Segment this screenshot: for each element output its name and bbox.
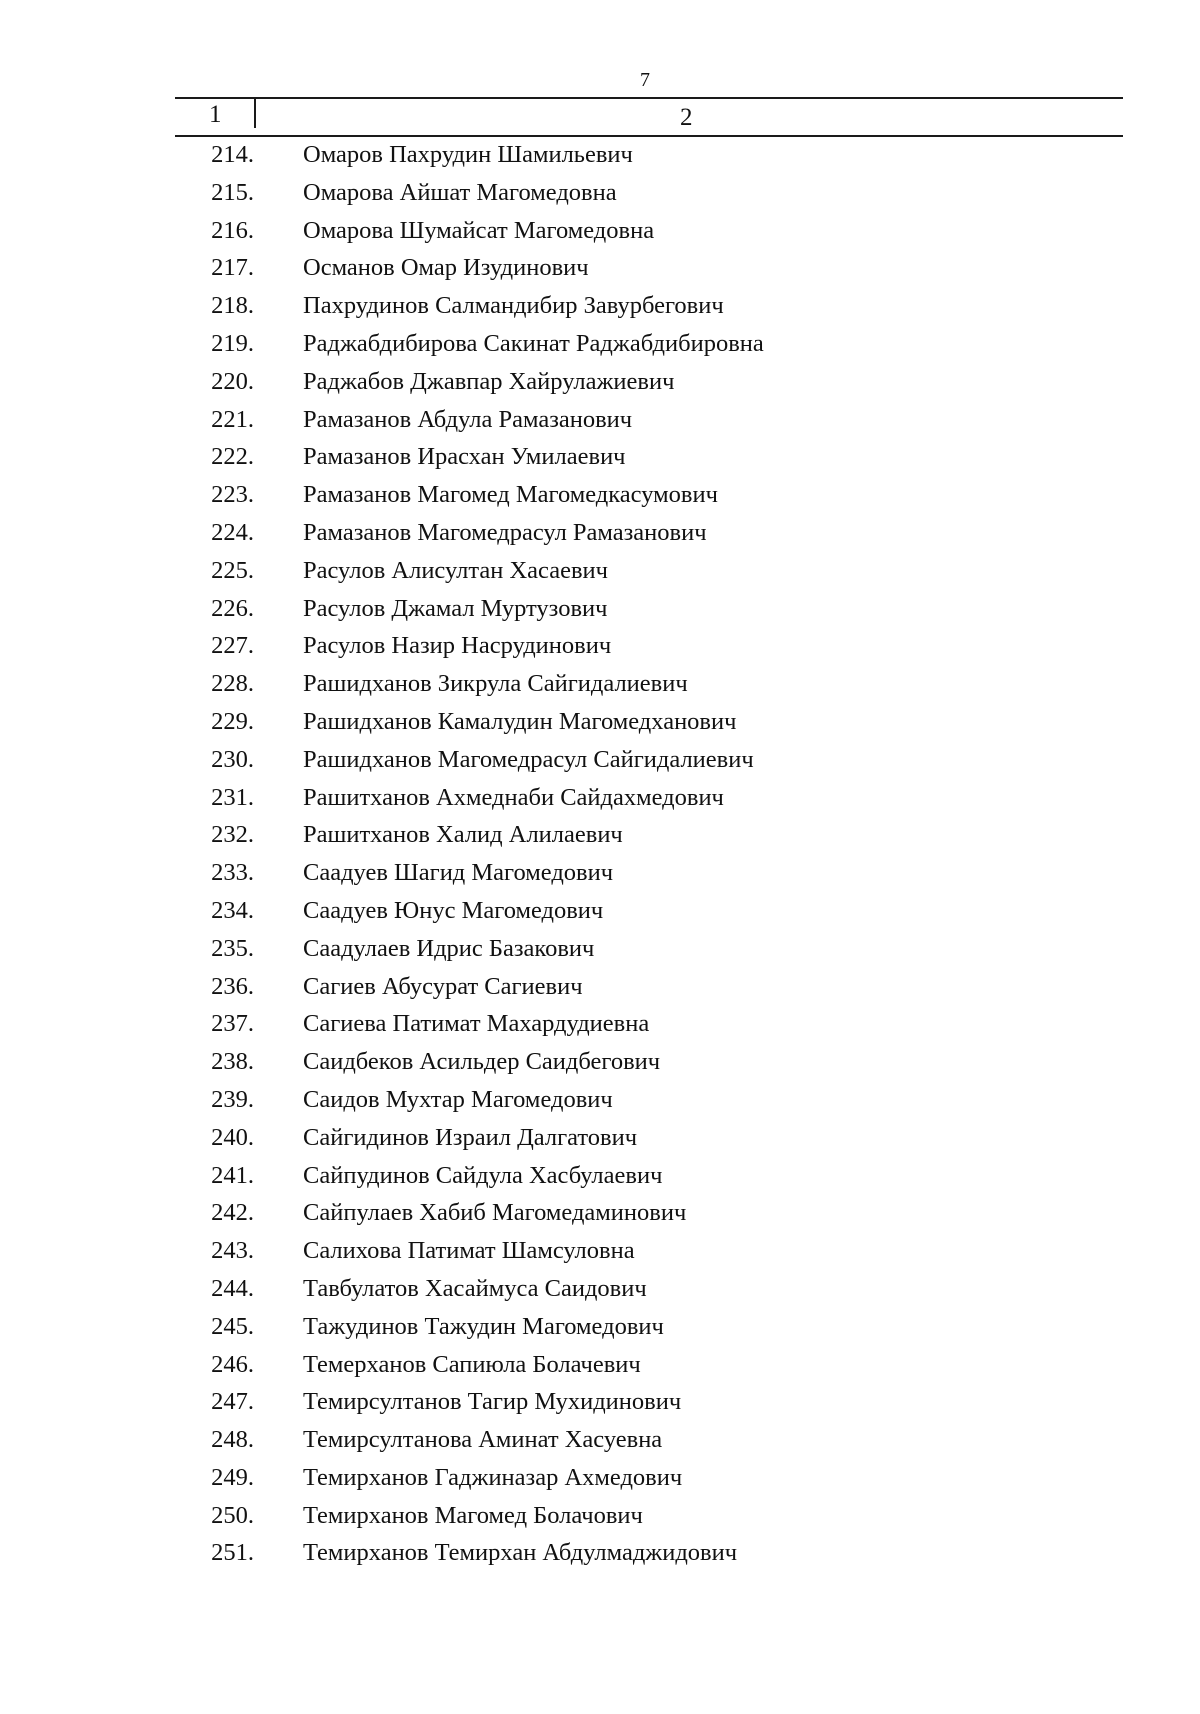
list-item-name: Темирханов Темирхан Абдулмаджидович: [303, 1539, 738, 1567]
list-item-number: 241.: [211, 1161, 254, 1189]
list-item: [0, 136, 1200, 174]
list-item-name: Тавбулатов Хасаймуса Саидович: [303, 1274, 647, 1302]
list-item-name: Саадуев Юнус Магомедович: [303, 896, 604, 924]
list-item-name: Рамазанов Ирасхан Умилаевич: [303, 443, 626, 471]
list-item-name: Рашитханов Ахмеднаби Сайдахмедович: [303, 783, 724, 811]
list-item-name: Саидбеков Асильдер Саидбегович: [303, 1048, 661, 1076]
list-item: [0, 854, 1200, 892]
list-item-name: Раджабдибирова Сакинат Раджабдибировна: [303, 329, 764, 357]
list-item: [0, 1232, 1200, 1270]
list-item: [0, 703, 1200, 741]
list-item: [0, 1421, 1200, 1459]
list-item: [0, 779, 1200, 817]
list-item: [0, 1346, 1200, 1384]
list-item-name: Омаров Пахрудин Шамильевич: [303, 141, 633, 168]
list-item-name: Рамазанов Абдула Рамазанович: [303, 405, 633, 433]
list-item-name: Расулов Алисултан Хасаевич: [303, 556, 608, 584]
list-item-name: Саадулаев Идрис Базакович: [303, 934, 595, 962]
list-item: [0, 1497, 1200, 1535]
list-item: [0, 1043, 1200, 1081]
list-item: [0, 249, 1200, 287]
list-item-number: 234.: [211, 896, 254, 924]
list-item-number: 219.: [211, 329, 254, 357]
list-item-number: 221.: [211, 405, 254, 433]
list-item: [0, 174, 1200, 212]
list-item-number: 214.: [211, 141, 254, 168]
list-item: [0, 1081, 1200, 1119]
list-item-number: 251.: [211, 1539, 254, 1567]
page-number: 7: [640, 69, 650, 91]
list-item: [0, 892, 1200, 930]
list-item-name: Расулов Назир Насрудинович: [303, 632, 612, 660]
list-item: [0, 325, 1200, 363]
list-item-number: 245.: [211, 1312, 254, 1340]
list-item-number: 236.: [211, 972, 254, 1000]
list-item-name: Пахрудинов Салмандибир Завурбегович: [303, 292, 724, 320]
list-item-number: 228.: [211, 670, 254, 698]
list-item-name: Рашидханов Камалудин Магомедханович: [303, 707, 737, 735]
header-rule-top: [175, 97, 1123, 99]
list-item-number: 216.: [211, 216, 254, 244]
list-item-name: Сагиев Абусурат Сагиевич: [303, 972, 583, 1000]
list-item: [0, 930, 1200, 968]
column-header-number: 1: [209, 101, 222, 128]
name-list: [0, 136, 1200, 1572]
list-item: [0, 438, 1200, 476]
list-item-name: Раджабов Джавпар Хайрулажиевич: [303, 367, 675, 395]
list-item: [0, 514, 1200, 552]
list-item-number: 244.: [211, 1274, 254, 1302]
list-item-name: Расулов Джамал Муртузович: [303, 594, 608, 622]
list-item: [0, 1383, 1200, 1421]
list-item-name: Рашидханов Магомедрасул Сайгидалиевич: [303, 745, 754, 773]
list-item-name: Саадуев Шагид Магомедович: [303, 859, 614, 887]
list-item: [0, 401, 1200, 439]
list-item-number: 237.: [211, 1010, 254, 1038]
list-item: [0, 1534, 1200, 1572]
list-item-number: 233.: [211, 859, 254, 887]
list-item-name: Омарова Шумайсат Магомедовна: [303, 216, 655, 244]
list-item-number: 230.: [211, 745, 254, 773]
list-item-number: 224.: [211, 518, 254, 546]
list-item-number: 215.: [211, 178, 254, 206]
list-item-number: 239.: [211, 1085, 254, 1113]
list-item-name: Османов Омар Изудинович: [303, 254, 589, 282]
list-item-number: 220.: [211, 367, 254, 395]
list-item-name: Салихова Патимат Шамсуловна: [303, 1237, 635, 1265]
list-item: [0, 552, 1200, 590]
list-item: [0, 590, 1200, 628]
list-item-number: 248.: [211, 1426, 254, 1454]
list-item-number: 249.: [211, 1463, 254, 1491]
list-item-name: Сайгидинов Израил Далгатович: [303, 1123, 638, 1151]
list-item-name: Сагиева Патимат Махардудиевна: [303, 1010, 650, 1038]
list-item-name: Темирсултанова Аминат Хасуевна: [303, 1426, 663, 1454]
list-item-name: Сайпудинов Сайдула Хасбулаевич: [303, 1161, 663, 1189]
list-item: [0, 1119, 1200, 1157]
list-item-name: Темирсултанов Тагир Мухидинович: [303, 1388, 682, 1416]
list-item-number: 242.: [211, 1199, 254, 1227]
list-item-number: 235.: [211, 934, 254, 962]
list-item-number: 223.: [211, 481, 254, 509]
list-item-number: 227.: [211, 632, 254, 660]
list-item-name: Сайпулаев Хабиб Магомедаминович: [303, 1199, 687, 1227]
list-item-number: 218.: [211, 292, 254, 320]
list-item-number: 240.: [211, 1123, 254, 1151]
list-item-name: Рашитханов Халид Алилаевич: [303, 821, 623, 849]
list-item-name: Омарова Айшат Магомедовна: [303, 178, 617, 206]
list-item-number: 247.: [211, 1388, 254, 1416]
list-item-number: 229.: [211, 707, 254, 735]
list-item: [0, 1459, 1200, 1497]
list-item-name: Саидов Мухтар Магомедович: [303, 1085, 613, 1113]
list-item-number: 217.: [211, 254, 254, 282]
list-item: [0, 287, 1200, 325]
list-item-name: Темирханов Гаджиназар Ахмедович: [303, 1463, 683, 1491]
list-item: [0, 665, 1200, 703]
list-item: [0, 968, 1200, 1006]
list-item: [0, 1194, 1200, 1232]
list-item-number: 232.: [211, 821, 254, 849]
list-item: [0, 476, 1200, 514]
list-item-name: Темирханов Магомед Болачович: [303, 1501, 643, 1529]
list-item-number: 243.: [211, 1237, 254, 1265]
list-item: [0, 1270, 1200, 1308]
list-item: [0, 1157, 1200, 1195]
column-header-name: 2: [680, 104, 693, 131]
list-item: [0, 1308, 1200, 1346]
list-item-number: 222.: [211, 443, 254, 471]
list-item-number: 246.: [211, 1350, 254, 1378]
list-item-number: 226.: [211, 594, 254, 622]
list-item-name: Тажудинов Тажудин Магомедович: [303, 1312, 664, 1340]
list-item: [0, 1005, 1200, 1043]
list-item: [0, 627, 1200, 665]
list-item-number: 250.: [211, 1501, 254, 1529]
list-item-name: Рашидханов Зикрула Сайгидалиевич: [303, 670, 688, 698]
list-item: [0, 741, 1200, 779]
list-item-name: Рамазанов Магомед Магомедкасумович: [303, 481, 718, 509]
list-item: [0, 363, 1200, 401]
list-item: [0, 816, 1200, 854]
list-item-number: 225.: [211, 556, 254, 584]
list-item-name: Рамазанов Магомедрасул Рамазанович: [303, 518, 707, 546]
list-item: [0, 212, 1200, 250]
list-item-name: Темерханов Сапиюла Болачевич: [303, 1350, 641, 1378]
header-column-divider: [254, 97, 256, 128]
list-item-number: 231.: [211, 783, 254, 811]
list-item-number: 238.: [211, 1048, 254, 1076]
